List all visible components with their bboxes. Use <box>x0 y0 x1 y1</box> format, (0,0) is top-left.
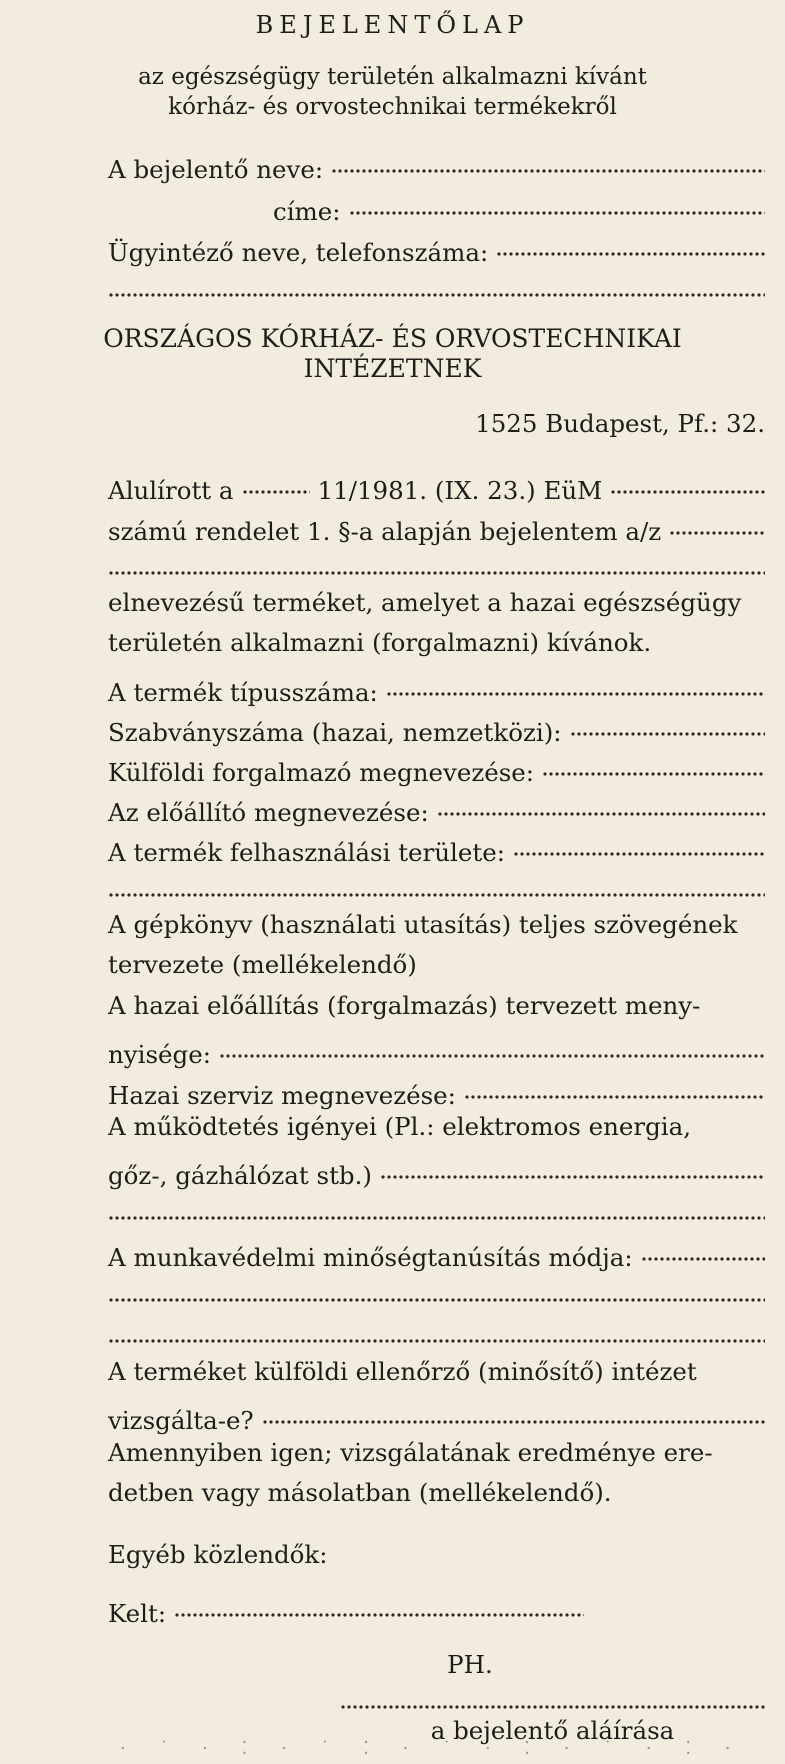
if-yes-text-2: detben vagy másolatban (mellékelendő). <box>108 1478 612 1507</box>
operation-field-2[interactable] <box>108 1191 765 1225</box>
foreign-test-label: vizsgálta-e? <box>108 1406 254 1435</box>
reporter-name-label: A bejelentő neve: <box>108 155 324 184</box>
safety-continuation-1 <box>108 1273 765 1307</box>
safety-continuation-2 <box>108 1314 765 1348</box>
blank-line-field[interactable] <box>108 268 765 302</box>
if-yes-row-1 <box>108 1436 765 1470</box>
declaration-text-a: Alulírott a <box>108 476 234 505</box>
dated-label: Kelt: <box>108 1599 167 1628</box>
standard-number-label: Szabványszáma (hazai, nemzetközi): <box>108 718 562 747</box>
type-number-label: A termék típusszáma: <box>108 678 378 707</box>
if-yes-text-1: Amennyiben igen; vizsgálatának eredménye ere- <box>108 1438 713 1467</box>
stamp-placeholder: PH. <box>447 1650 493 1679</box>
operation-row-2 <box>108 1150 765 1193</box>
other-row <box>108 1538 765 1572</box>
usage-area-continuation <box>108 868 765 902</box>
print-smudge: · ˙ · ⁚ · ˙ ⁚ · ˙ · ⁚ · ˙ · ⁚ · <box>120 1738 745 1759</box>
operation-field[interactable] <box>380 1150 765 1184</box>
manual-text-2: tervezete (mellékelendő) <box>108 950 417 979</box>
usage-area-label: A termék felhasználási területe: <box>108 838 505 867</box>
service-row <box>108 1070 765 1113</box>
usage-area-field[interactable] <box>513 827 765 861</box>
dated-field[interactable] <box>174 1588 584 1622</box>
manual-row-1 <box>108 908 765 942</box>
manufacturer-field[interactable] <box>437 787 765 821</box>
blank-line <box>108 268 765 302</box>
service-field[interactable] <box>464 1070 765 1104</box>
named-text-1: elnevezésű terméket, amelyet a hazai egészségügy <box>108 588 742 617</box>
operation-text-1: A működtetés igényei (Pl.: elektromos energia, <box>108 1112 692 1141</box>
contact-field[interactable] <box>496 227 765 261</box>
quantity-label: nyisége: <box>108 1040 211 1069</box>
form-subtitle-line-1: az egészségügy területén alkalmazni kívánt <box>138 64 647 90</box>
manufacturer-label: Az előállító megnevezése: <box>108 798 429 827</box>
postal-row <box>108 407 765 441</box>
standard-number-row <box>108 707 765 750</box>
foreign-distributor-field[interactable] <box>542 747 765 781</box>
named-row-1 <box>108 586 765 620</box>
foreign-distributor-label: Külföldi forgalmazó megnevezése: <box>108 758 535 787</box>
declaration-text-b: 11/1981. (IX. 23.) EüM <box>317 476 603 505</box>
foreign-test-row-1 <box>108 1355 765 1389</box>
manufacturer-row <box>108 787 765 830</box>
usage-area-field-2[interactable] <box>108 868 765 902</box>
address-row <box>108 186 765 229</box>
usage-area-row <box>108 827 765 870</box>
foreign-test-row-2 <box>108 1395 765 1438</box>
reporter-name-field[interactable] <box>331 144 765 178</box>
form-subtitle-line-2: kórház- és orvostechnikai termékekről <box>168 94 617 120</box>
safety-label: A munkavédelmi minőségtanúsítás módja: <box>108 1243 633 1272</box>
type-number-row <box>108 667 765 710</box>
quantity-row-1 <box>108 989 765 1023</box>
operation-row-1 <box>108 1110 765 1144</box>
quantity-field[interactable] <box>219 1029 765 1063</box>
named-text-2: területén alkalmazni (forgalmazni) kívánok. <box>108 628 652 657</box>
type-number-field[interactable] <box>386 667 765 701</box>
safety-field-3[interactable] <box>108 1314 765 1348</box>
reporter-name-row <box>108 144 765 187</box>
postal-address: 1525 Budapest, Pf.: 32. <box>475 409 765 438</box>
addressee-line-2: INTÉZETNEK <box>303 354 482 383</box>
addressee-line-1: ORSZÁGOS KÓRHÁZ- ÉS ORVOSTECHNIKAI <box>103 324 682 353</box>
quantity-text-1: A hazai előállítás (forgalmazás) tervezett meny- <box>108 991 701 1020</box>
dated-row <box>108 1588 765 1631</box>
foreign-distributor-row <box>108 747 765 790</box>
foreign-test-field[interactable] <box>262 1395 765 1429</box>
signature-caption: a bejelentő aláírása <box>430 1716 675 1745</box>
declaration-field-c[interactable] <box>669 506 765 540</box>
operation-continuation <box>108 1191 765 1225</box>
if-yes-row-2 <box>108 1476 765 1510</box>
signature-field[interactable] <box>340 1680 765 1714</box>
quantity-row-2 <box>108 1029 765 1072</box>
safety-field-2[interactable] <box>108 1273 765 1307</box>
contact-row <box>108 227 765 270</box>
standard-number-field[interactable] <box>570 707 765 741</box>
safety-field[interactable] <box>641 1232 765 1266</box>
named-row-2 <box>108 626 765 660</box>
contact-label: Ügyintéző neve, telefonszáma: <box>108 238 489 267</box>
safety-row <box>108 1232 765 1275</box>
manual-text-1: A gépkönyv (használati utasítás) teljes szövegének <box>108 910 738 939</box>
other-label: Egyéb közlendők: <box>108 1540 328 1569</box>
declaration-field-a[interactable] <box>242 465 310 499</box>
service-label: Hazai szerviz megnevezése: <box>108 1081 456 1110</box>
address-label: címe: <box>273 197 341 226</box>
product-name-line <box>108 546 765 580</box>
declaration-row-1 <box>108 465 765 508</box>
declaration-field-b[interactable] <box>610 465 765 499</box>
operation-label: gőz-, gázhálózat stb.) <box>108 1161 372 1190</box>
declaration-text-c: számú rendelet 1. §-a alapján bejelentem a/z <box>108 517 662 546</box>
signature-line <box>340 1680 765 1714</box>
form-title: BEJELENTŐLAP <box>255 11 530 39</box>
manual-row-2 <box>108 948 765 982</box>
address-field[interactable] <box>349 186 765 220</box>
declaration-row-2 <box>108 506 765 549</box>
product-name-field[interactable] <box>108 546 765 580</box>
foreign-test-text-1: A terméket külföldi ellenőrző (minősítő) intézet <box>108 1357 697 1386</box>
